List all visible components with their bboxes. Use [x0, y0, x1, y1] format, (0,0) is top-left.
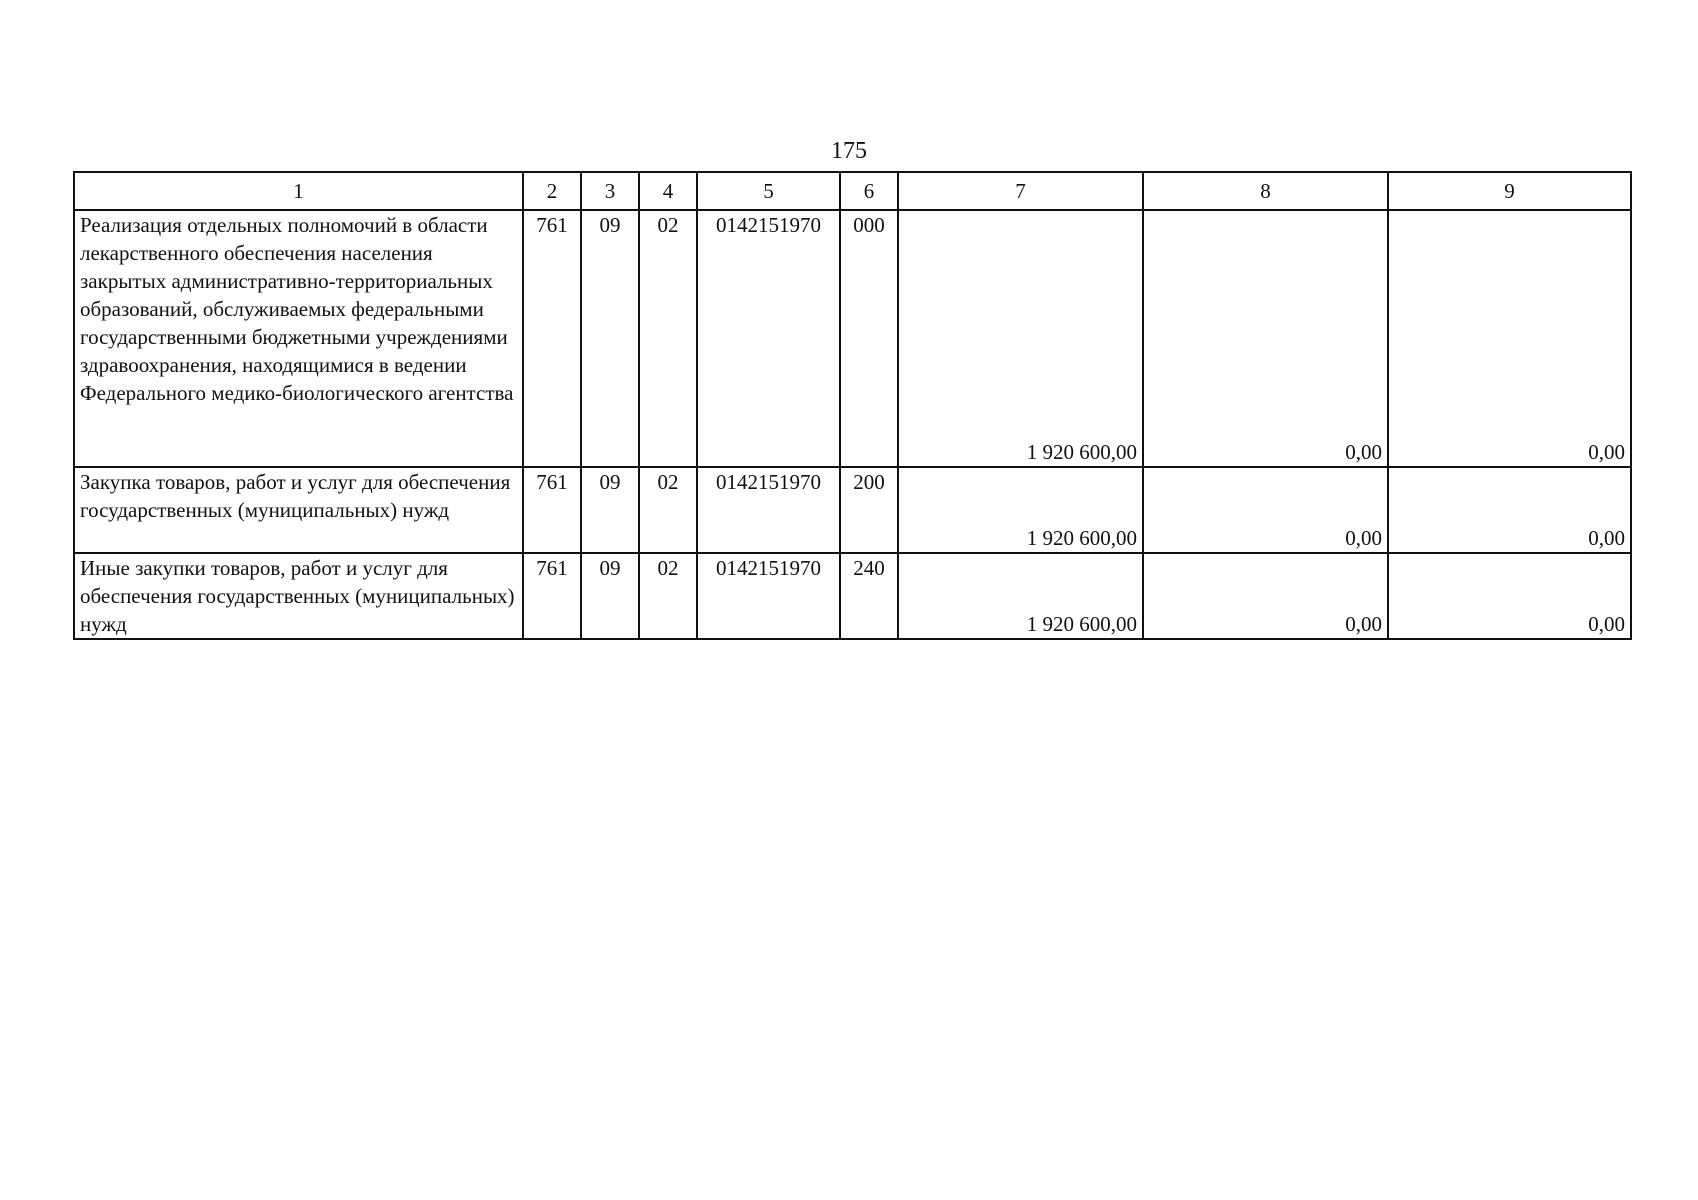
page-number: 175 — [831, 138, 867, 164]
header-cell-5: 5 — [697, 172, 840, 210]
budget-table — [73, 171, 1632, 640]
header-cell-1: 1 — [74, 172, 523, 210]
row-col5: 0142151970 — [697, 210, 840, 467]
row-col8: 0,00 — [1143, 467, 1388, 553]
row-col6: 000 — [840, 210, 898, 467]
row-col9: 0,00 — [1388, 210, 1631, 467]
row-col2: 761 — [523, 467, 581, 553]
row-col7: 1 920 600,00 — [898, 553, 1143, 639]
header-cell-3: 3 — [581, 172, 639, 210]
row-col3: 09 — [581, 467, 639, 553]
row-col2: 761 — [523, 210, 581, 467]
row-col9: 0,00 — [1388, 553, 1631, 639]
row-col4: 02 — [639, 210, 697, 467]
row-col7: 1 920 600,00 — [898, 467, 1143, 553]
header-cell-4: 4 — [639, 172, 697, 210]
row-name: Иные закупки товаров, работ и услуг для обеспечения государственных (муниципальных) нужд — [74, 553, 523, 639]
row-col4: 02 — [639, 467, 697, 553]
header-cell-8: 8 — [1143, 172, 1388, 210]
row-name: Реализация отдельных полномочий в области лекарственного обеспечения населения закрытых административно-территориальных образований, обслуживаемых федеральными государственными бюджетными учреждениями здравоохранения, находящимися в ведении Федерального медико-биологического агентства — [74, 210, 523, 467]
table-row — [74, 210, 1631, 467]
row-col2: 761 — [523, 553, 581, 639]
row-col8: 0,00 — [1143, 553, 1388, 639]
row-col6: 240 — [840, 553, 898, 639]
header-cell-7: 7 — [898, 172, 1143, 210]
row-col7: 1 920 600,00 — [898, 210, 1143, 467]
row-col4: 02 — [639, 553, 697, 639]
header-cell-2: 2 — [523, 172, 581, 210]
row-col8: 0,00 — [1143, 210, 1388, 467]
table-row — [74, 553, 1631, 639]
row-name: Закупка товаров, работ и услуг для обеспечения государственных (муниципальных) нужд — [74, 467, 523, 553]
row-col6: 200 — [840, 467, 898, 553]
row-col3: 09 — [581, 210, 639, 467]
row-col3: 09 — [581, 553, 639, 639]
header-cell-9: 9 — [1388, 172, 1631, 210]
header-cell-6: 6 — [840, 172, 898, 210]
header-row — [74, 172, 1631, 210]
row-col5: 0142151970 — [697, 467, 840, 553]
table-row — [74, 467, 1631, 553]
row-col9: 0,00 — [1388, 467, 1631, 553]
row-col5: 0142151970 — [697, 553, 840, 639]
